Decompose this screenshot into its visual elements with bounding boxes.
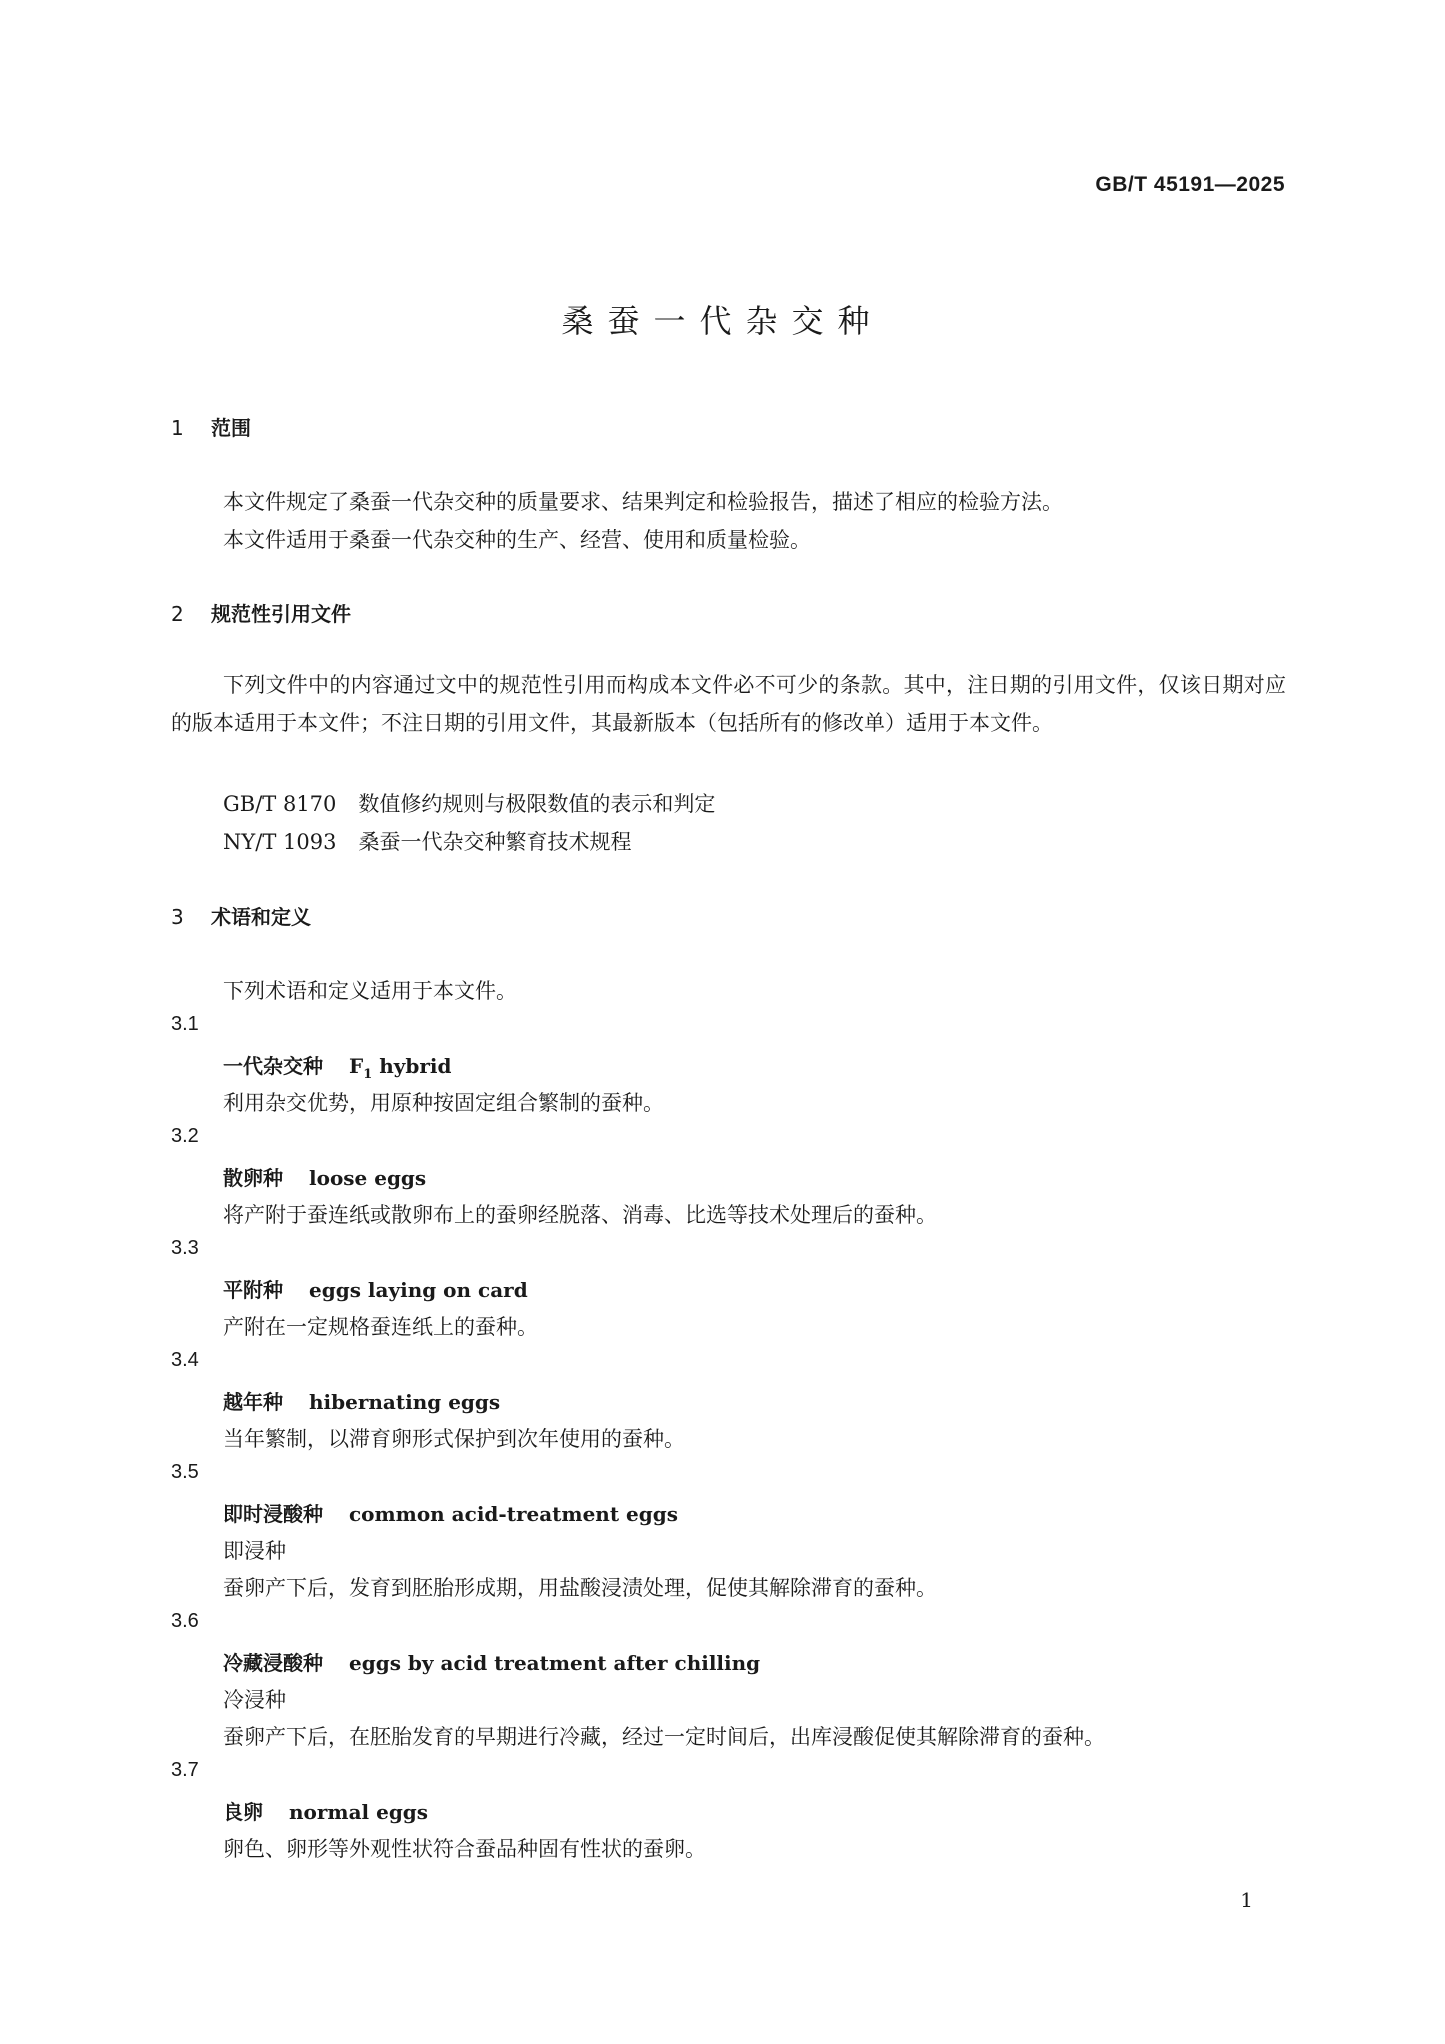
term-number: 3.1 — [171, 1013, 199, 1035]
term-chinese: 一代杂交种 — [223, 1054, 323, 1078]
term-chinese: 散卵种 — [223, 1166, 283, 1190]
term-number: 3.7 — [171, 1759, 199, 1781]
term-chinese: 即时浸酸种 — [223, 1502, 323, 1526]
reference-item — [223, 826, 631, 856]
paragraph: 本文件适用于桑蚕一代杂交种的生产、经营、使用和质量检验。 — [223, 528, 811, 552]
section-number: 1 — [171, 416, 184, 440]
section-heading-references — [171, 598, 351, 627]
term-english: loose eggs — [309, 1166, 427, 1190]
term-number: 3.5 — [171, 1461, 199, 1483]
term-definition: 蚕卵产下后，发育到胚胎形成期，用盐酸浸渍处理，促使其解除滞育的蚕种。 — [223, 1576, 937, 1600]
document-number: GB/T 45191—2025 — [1095, 173, 1285, 196]
term-english: normal eggs — [289, 1800, 429, 1824]
page-number: 1 — [1240, 1888, 1253, 1912]
term-chinese: 良卵 — [223, 1800, 263, 1824]
section-title: 术语和定义 — [211, 905, 311, 929]
term-number: 3.2 — [171, 1125, 199, 1147]
section-number: 2 — [171, 602, 184, 626]
term-synonym: 冷浸种 — [223, 1688, 286, 1712]
section-heading-scope — [171, 412, 251, 441]
term-english: $F_1$ hybrid — [349, 1054, 452, 1082]
reference-code: GB/T 8170 — [223, 792, 337, 816]
term-definition: 利用杂交优势，用原种按固定组合繁制的蚕种。 — [223, 1091, 664, 1115]
term-chinese: 平附种 — [223, 1278, 283, 1302]
term-definition: 将产附于蚕连纸或散卵布上的蚕卵经脱落、消毒、比选等技术处理后的蚕种。 — [223, 1203, 937, 1227]
section-number: 3 — [171, 905, 184, 929]
reference-title: 数值修约规则与极限数值的表示和判定 — [358, 792, 716, 816]
term-heading — [223, 1274, 528, 1303]
term-english: eggs laying on card — [309, 1278, 528, 1302]
section-title: 规范性引用文件 — [211, 602, 351, 626]
term-english: eggs by acid treatment after chilling — [349, 1651, 761, 1675]
term-heading — [223, 1796, 428, 1825]
paragraph: 下列术语和定义适用于本文件。 — [223, 979, 517, 1003]
term-heading — [223, 1647, 760, 1676]
term-chinese: 越年种 — [223, 1390, 283, 1414]
term-number: 3.4 — [171, 1349, 199, 1371]
term-definition: 卵色、卵形等外观性状符合蚕品种固有性状的蚕卵。 — [223, 1837, 706, 1861]
term-english: hibernating eggs — [309, 1390, 501, 1414]
reference-code: NY/T 1093 — [223, 830, 337, 854]
term-english: common acid-treatment eggs — [349, 1502, 678, 1526]
term-synonym: 即浸种 — [223, 1539, 286, 1563]
section-title: 范围 — [211, 416, 251, 440]
term-heading — [223, 1386, 500, 1415]
paragraph: 下列文件中的内容通过文中的规范性引用而构成本文件必不可少的条款。其中，注日期的引用文件，仅该日期对应的版本适用于本文件；不注日期的引用文件，其最新版本（包括所有的修改单）适用于本文件。 — [171, 673, 1286, 735]
reference-title: 桑蚕一代杂交种繁育技术规程 — [358, 830, 632, 854]
term-definition: 当年繁制，以滞育卵形式保护到次年使用的蚕种。 — [223, 1427, 685, 1451]
page-title: 桑蚕一代杂交种 — [561, 302, 884, 340]
term-chinese: 冷藏浸酸种 — [223, 1651, 323, 1675]
term-number: 3.3 — [171, 1237, 199, 1259]
section-heading-terms — [171, 901, 311, 930]
term-number: 3.6 — [171, 1610, 199, 1632]
term-definition: 蚕卵产下后，在胚胎发育的早期进行冷藏，经过一定时间后，出库浸酸促使其解除滞育的蚕种。 — [223, 1725, 1105, 1749]
term-definition: 产附在一定规格蚕连纸上的蚕种。 — [223, 1315, 538, 1339]
term-heading — [223, 1050, 451, 1082]
reference-item — [223, 788, 715, 818]
term-heading — [223, 1162, 426, 1191]
paragraph: 本文件规定了桑蚕一代杂交种的质量要求、结果判定和检验报告，描述了相应的检验方法。 — [223, 490, 1063, 514]
term-heading — [223, 1498, 678, 1527]
